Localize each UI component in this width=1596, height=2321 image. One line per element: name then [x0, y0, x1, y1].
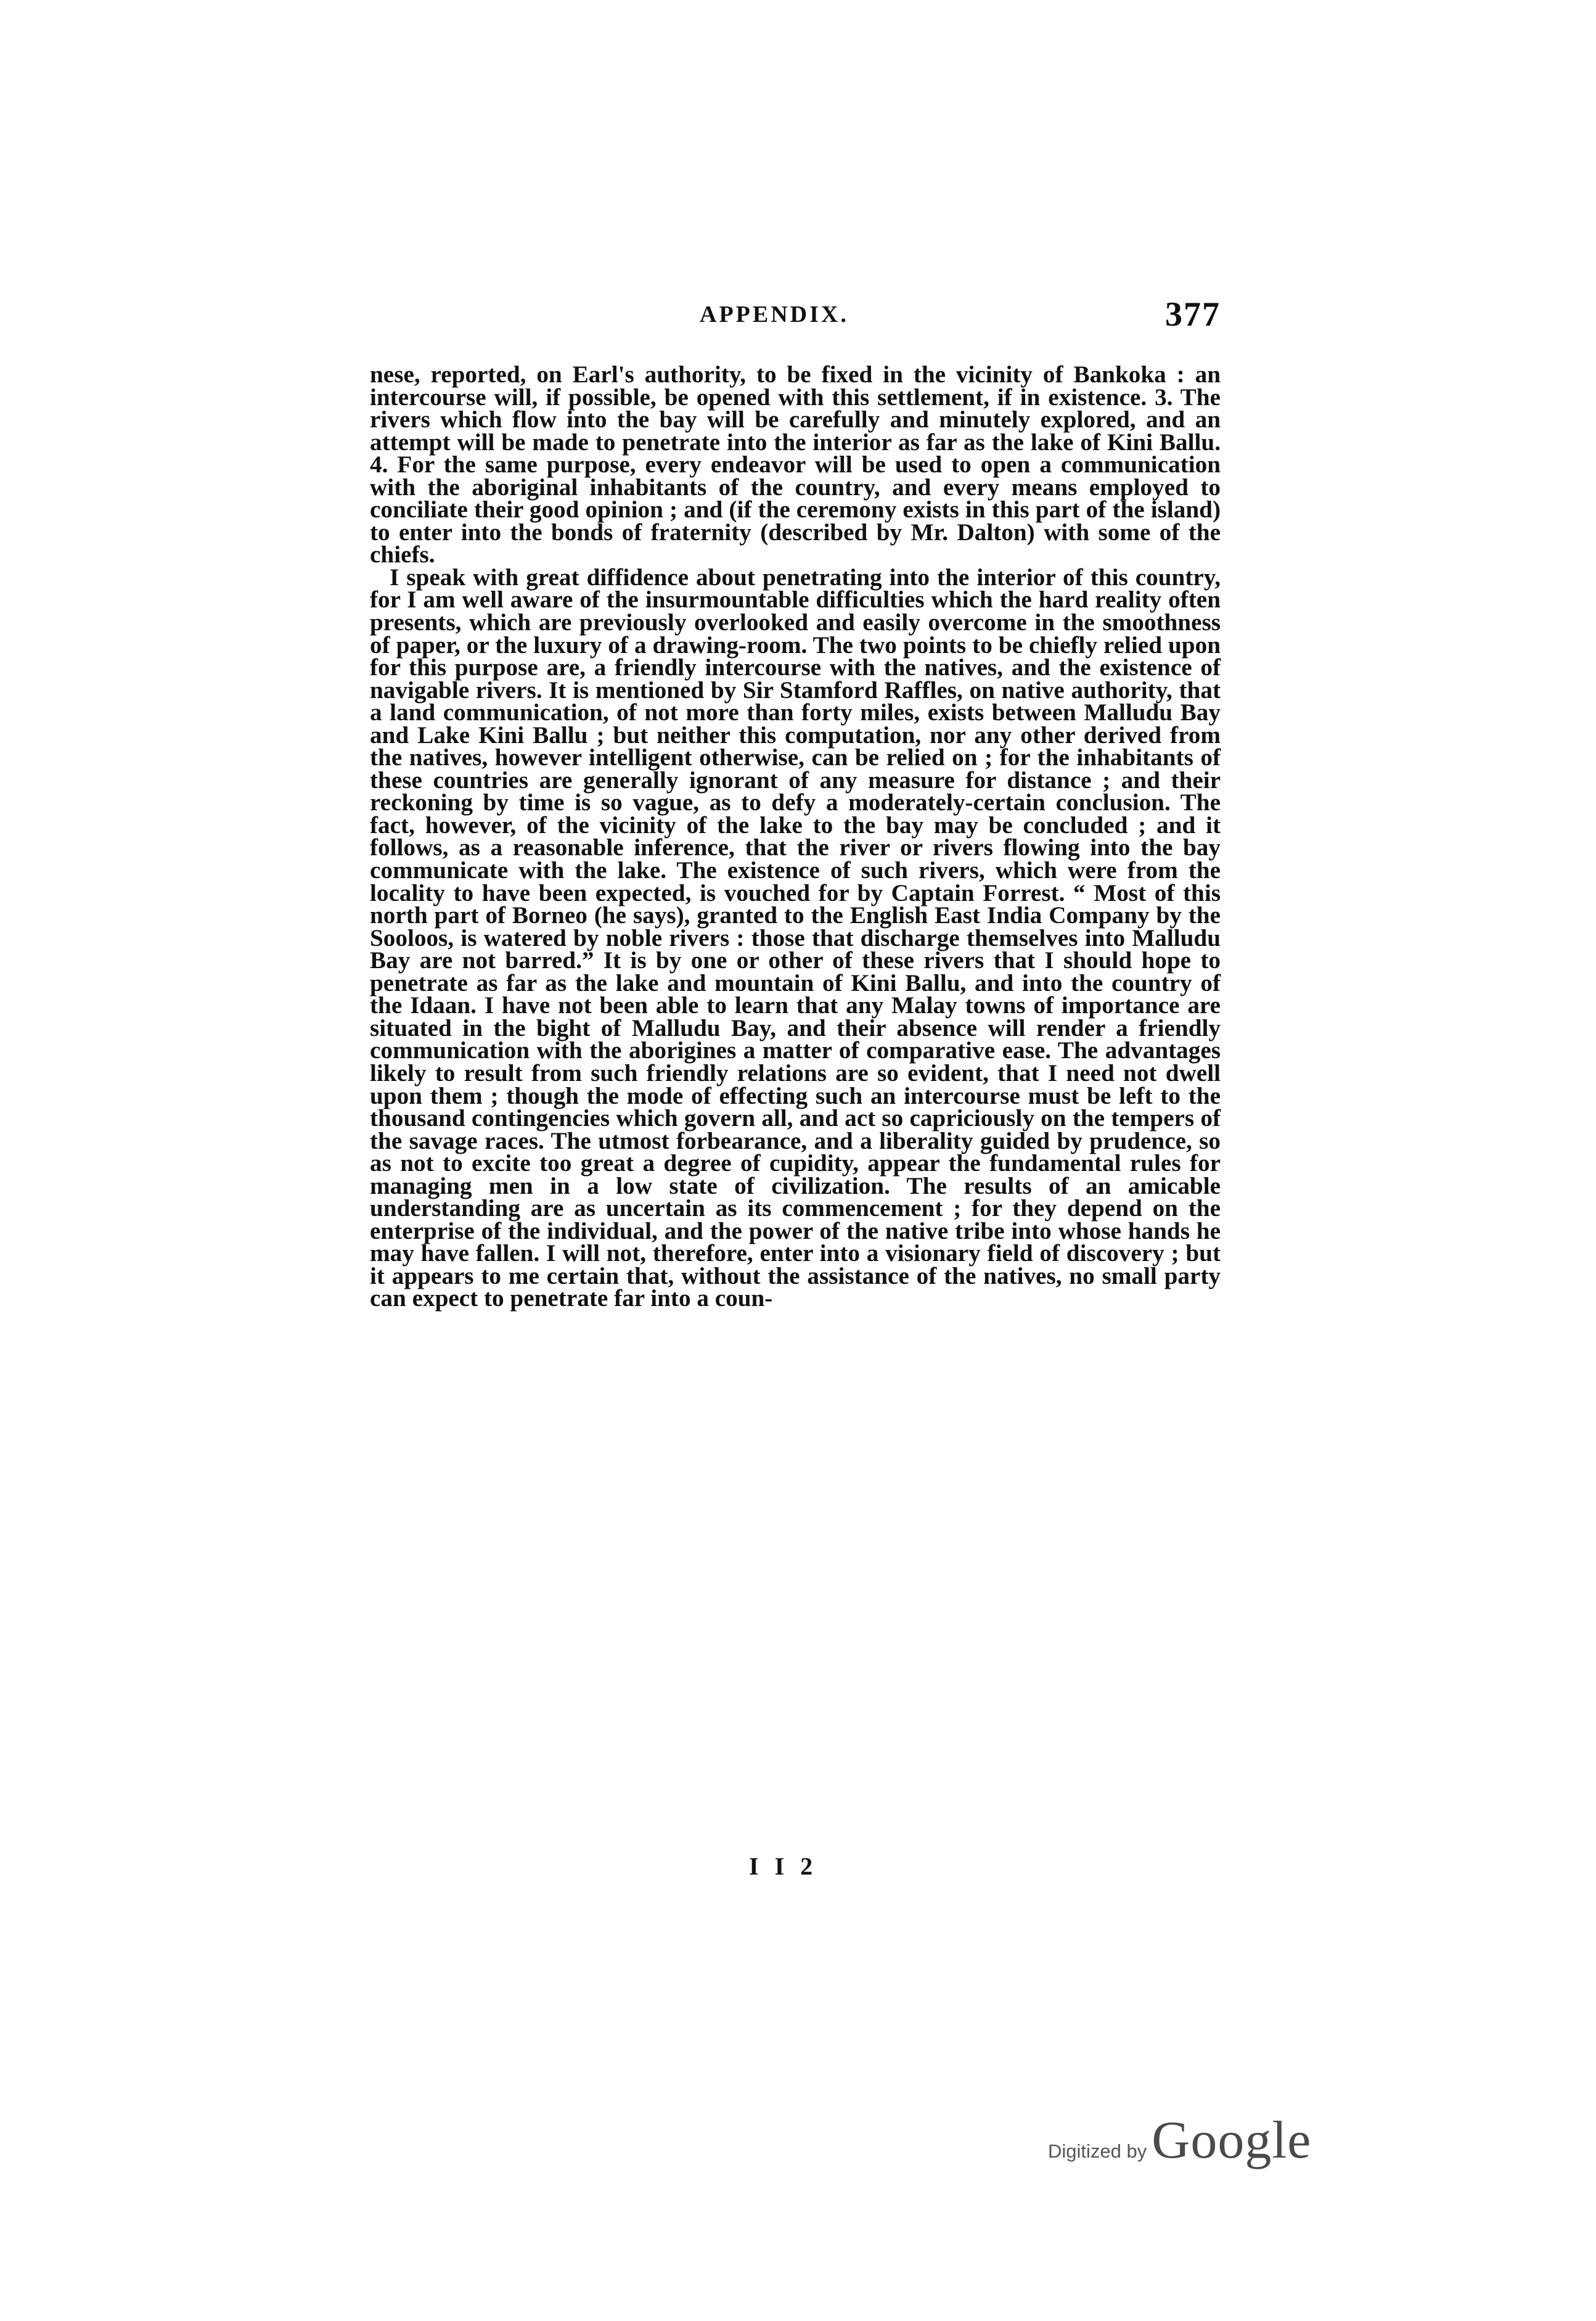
watermark-prefix: Digitized by: [1048, 2140, 1147, 2162]
body-text: [370, 361, 1221, 1850]
google-logo: Google: [1152, 2110, 1312, 2169]
running-head: [370, 295, 1221, 338]
digitization-watermark: [1048, 2109, 1311, 2171]
running-title: APPENDIX.: [700, 302, 849, 327]
paragraph-interior-exploration: I speak with great diffidence about penetrating into the interior of this country, for I am well aware of the insurmountable difficulties which the hard reality often presents, which are previously overlooked and easily overcome in the smoothness of paper, or the luxury of a drawing-room. The two points to be chiefly relied upon for this purpose are, a friendly intercourse with the natives, and the existence of navigable rivers. It is mentioned by Sir Stamford Raffles, on native authority, that a land communication, of not more than forty miles, exists between Malludu Bay and Lake Kini Ballu ; but neither this computation, nor any other derived from the natives, however intelligent otherwise, can be relied on ; for the inhabitants of these countries are generally ignorant of any measure for distance ; and their reckoning by time is so vague, as to defy a moderately-certain conclusion. The fact, however, of the vicinity of the lake to the bay may be concluded ; and it follows, as a reasonable inference, that the river or rivers flowing into the bay communicate with the lake. The existence of such rivers, which were from the locality to have been expected, is vouched for by Captain Forrest. “ Most of this north part of Borneo (he says), granted to the English East India Company by the Sooloos, is watered by noble rivers : those that discharge themselves into Malludu Bay are not barred.” It is by one or other of these rivers that I should hope to penetrate as far as the lake and mountain of Kini Ballu, and into the country of the Idaan. I have not been able to learn that any Malay towns of importance are situated in the bight of Malludu Bay, and their absence will render a friendly communication with the aborigines a matter of comparative ease. The advantages likely to result from such friendly relations are so evident, that I need not dwell upon them ; though the mode of effecting such an intercourse must be left to the thousand contingencies which govern all, and act so capriciously on the tempers of the savage races. The utmost forbearance, and a liberality guided by prudence, so as not to excite too great a degree of cupidity, appear the fundamental rules for managing men in a low state of civilization. The results of an amicable understanding are as uncertain as its commencement ; for they depend on the enterprise of the individual, and the power of the native tribe into whose hands he may have fallen. I will not, therefore, enter into a visionary field of discovery ; but it appears to me certain that, without the assistance of the natives, no small party can expect to penetrate far into a coun-: [370, 564, 1221, 1312]
page-number: 377: [1165, 295, 1221, 334]
signature-mark: I I 2: [749, 1852, 818, 1880]
paragraph-continuation: nese, reported, on Earl's authority, to be fixed in the vicinity of Bankoka : an intercourse will, if possible, be opened with this settlement, if in existence. 3. The rivers which flow into the bay will be carefully and minutely explored, and an attempt will be made to penetrate into the interior as far as the lake of Kini Ballu. 4. For the same purpose, every endeavor will be used to open a communication with the aboriginal inhabitants of the country, and every means employed to conciliate their good opinion ; and (if the ceremony exists in this part of the island) to enter into the bonds of fraternity (described by Mr. Dalton) with some of the chiefs.: [370, 361, 1221, 569]
